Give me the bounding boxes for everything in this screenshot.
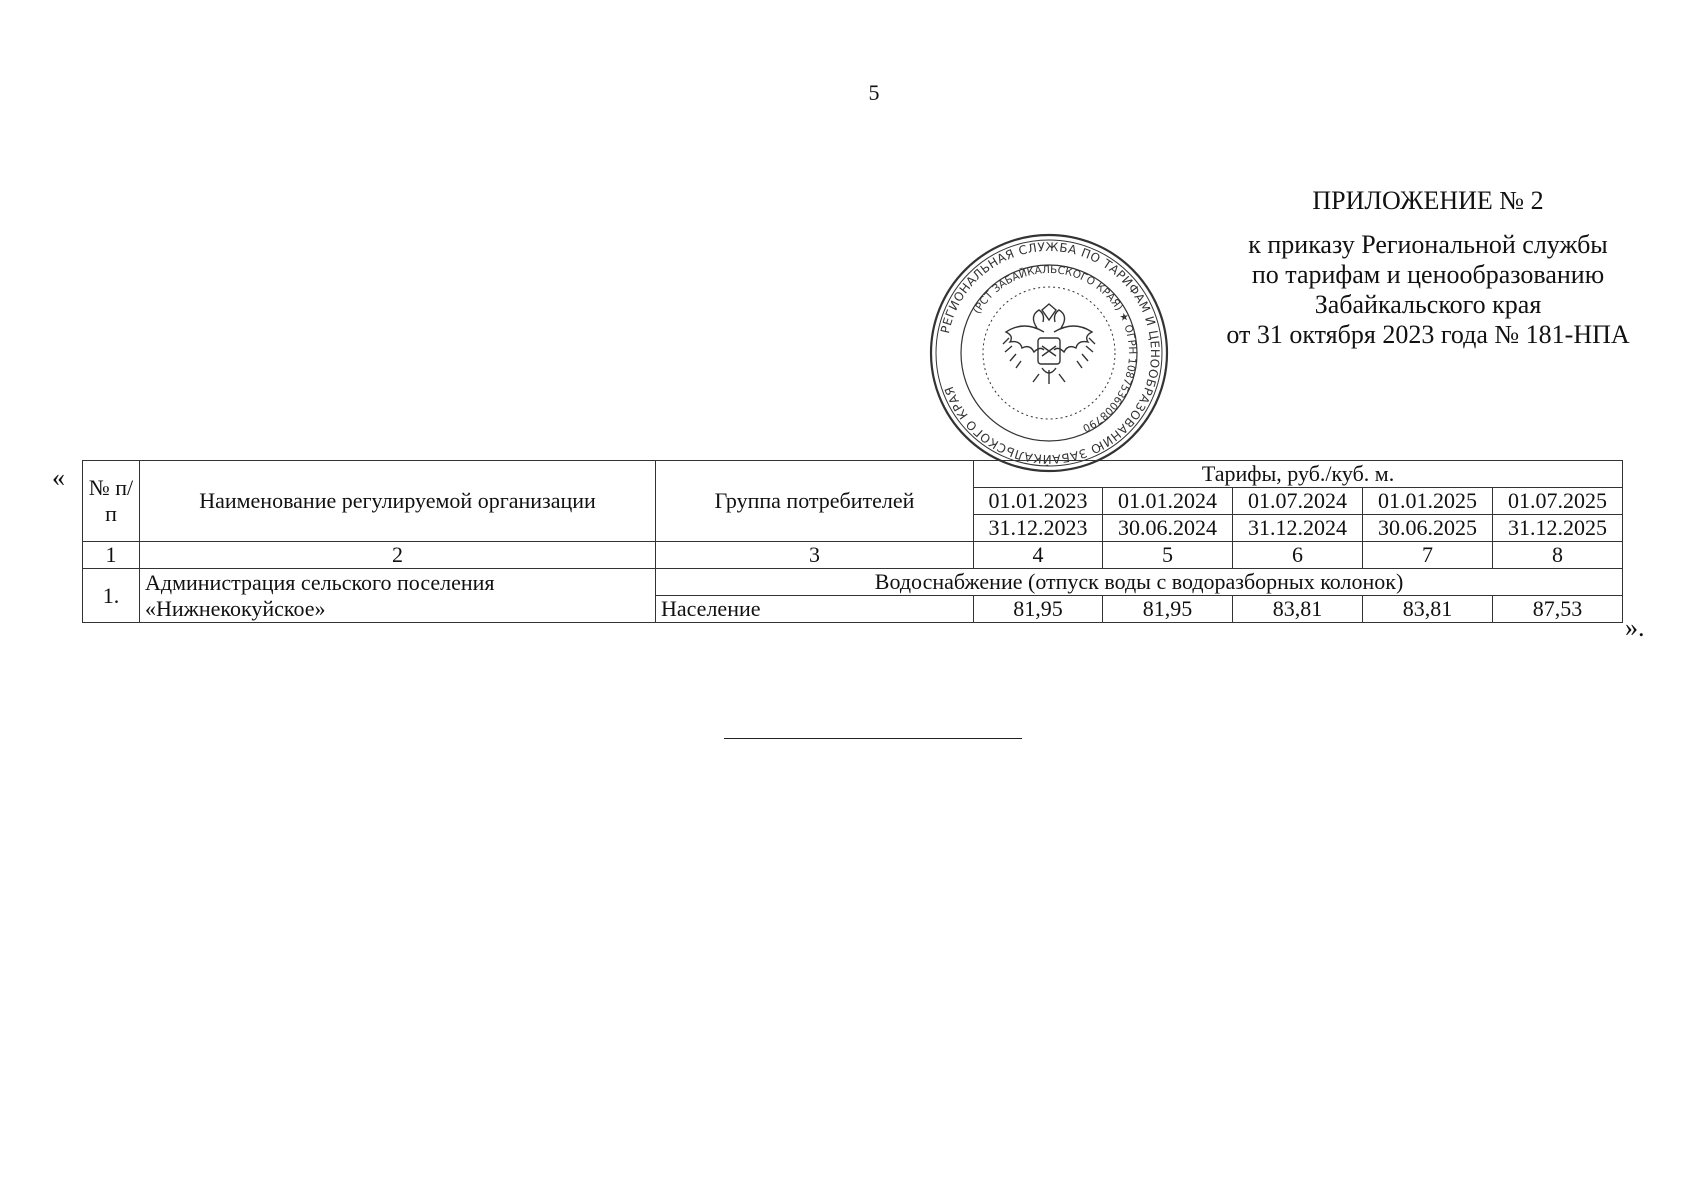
- tariff-value: 81,95: [974, 596, 1103, 623]
- seal-outer-text: РЕГИОНАЛЬНАЯ СЛУЖБА ПО ТАРИФАМ И ЦЕНООБРАЗОВАНИЮ ЗАБАЙКАЛЬСКОГО КРАЯ: [937, 239, 1163, 467]
- bottom-rule: [724, 738, 1022, 739]
- column-number: 6: [1233, 542, 1363, 569]
- period-to: 31.12.2025: [1493, 515, 1623, 542]
- official-seal: [924, 228, 1174, 478]
- column-number: 1: [83, 542, 140, 569]
- period-to: 30.06.2025: [1363, 515, 1493, 542]
- eagle-emblem-icon: [1003, 304, 1095, 384]
- appendix-line: по тарифам и ценообразованию: [1251, 260, 1605, 289]
- period-to: 31.12.2023: [974, 515, 1103, 542]
- period-from: 01.01.2024: [1103, 488, 1233, 515]
- tariff-value: 81,95: [1103, 596, 1233, 623]
- appendix-title: ПРИЛОЖЕНИЕ № 2: [1312, 186, 1544, 215]
- row-number: 1.: [83, 569, 140, 623]
- column-number: 2: [140, 542, 656, 569]
- consumer-group: Население: [656, 596, 974, 623]
- tariff-value: 83,81: [1363, 596, 1493, 623]
- period-from: 01.07.2024: [1233, 488, 1363, 515]
- service-type: Водоснабжение (отпуск воды с водоразборных колонок): [656, 569, 1623, 596]
- header-num: № п/п: [83, 461, 140, 542]
- appendix-line: к приказу Региональной службы: [1248, 230, 1608, 259]
- tariff-value: 83,81: [1233, 596, 1363, 623]
- period-from: 01.07.2025: [1493, 488, 1623, 515]
- page-number: 5: [868, 80, 880, 105]
- column-number: 7: [1363, 542, 1493, 569]
- header-consumer-group: Группа потребителей: [656, 461, 974, 542]
- organization-name-line: Администрация сельского поселения: [145, 569, 495, 595]
- organization-name: [140, 569, 656, 623]
- open-quote: «: [52, 463, 65, 492]
- table-header-row: [83, 461, 1623, 488]
- period-to: 31.12.2024: [1233, 515, 1363, 542]
- column-number: 5: [1103, 542, 1233, 569]
- close-quote: ».: [1625, 613, 1645, 642]
- period-to: 30.06.2024: [1103, 515, 1233, 542]
- appendix-line: Забайкальского края: [1314, 290, 1542, 319]
- appendix-block: [1218, 186, 1638, 350]
- column-number: 3: [656, 542, 974, 569]
- header-organization: Наименование регулируемой организации: [140, 461, 656, 542]
- column-number-row: [83, 542, 1623, 569]
- period-from: 01.01.2025: [1363, 488, 1493, 515]
- organization-name-line: «Нижнекокуйское»: [145, 595, 326, 621]
- seal-inner-text: (РСТ ЗАБАЙКАЛЬСКОГО КРАЯ) ★ ОГРН 1087536008790: [971, 263, 1139, 435]
- tariff-value: 87,53: [1493, 596, 1623, 623]
- header-tariffs: Тарифы, руб./куб. м.: [974, 461, 1623, 488]
- table-row: [83, 569, 1623, 596]
- period-from: 01.01.2023: [974, 488, 1103, 515]
- appendix-line: от 31 октября 2023 года № 181-НПА: [1226, 320, 1630, 349]
- tariff-table: [82, 460, 1623, 623]
- column-number: 8: [1493, 542, 1623, 569]
- column-number: 4: [974, 542, 1103, 569]
